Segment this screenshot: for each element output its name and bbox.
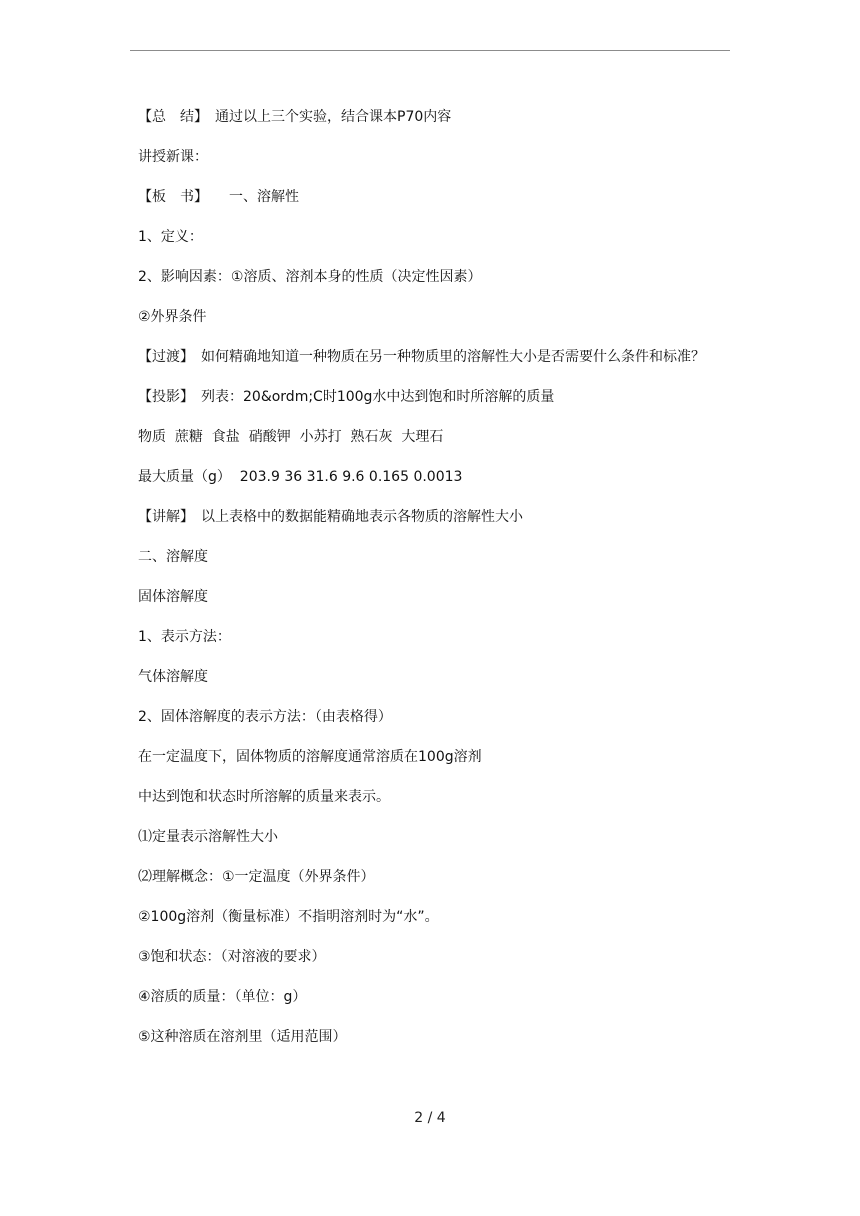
definition-line: 1、定义： xyxy=(138,229,203,245)
concept-line: ⑵理解概念：①一定温度（外界条件） xyxy=(138,869,375,885)
solid-solubility-line: 固体溶解度 xyxy=(138,589,208,605)
definition-sentence-part-1: 在一定温度下，固体物质的溶解度通常溶质在100g溶剂 xyxy=(138,749,482,765)
board-heading-line: 【板 书】 一、溶解性 xyxy=(138,189,299,205)
document-body xyxy=(138,106,732,1066)
explanation-line: 【讲解】 以上表格中的数据能精确地表示各物质的溶解性大小 xyxy=(138,509,523,525)
substances-row: 物质 蔗糖 食盐 硝酸钾 小苏打 熟石灰 大理石 xyxy=(138,429,444,445)
gas-solubility-line: 气体溶解度 xyxy=(138,669,208,685)
summary-line: 【总 结】 通过以上三个实验，结合课本P70内容 xyxy=(138,109,452,125)
transition-paragraph: 【过渡】 如何精确地知道一种物质在另一种物质里的溶解性大小是否需要什么条件和标准？ xyxy=(138,349,705,365)
external-conditions-line: ②外界条件 xyxy=(138,309,207,325)
representation-line: 1、表示方法： xyxy=(138,629,231,645)
solute-mass-line: ④溶质的质量：（单位：g） xyxy=(138,989,307,1005)
solvent-line: ②100g溶剂（衡量标准）不指明溶剂时为“水”。 xyxy=(138,909,439,925)
definition-sentence-part-2: 中达到饱和状态时所溶解的质量来表示。 xyxy=(138,789,390,805)
page-number: 2 / 4 xyxy=(414,1110,446,1126)
quantitative-line: ⑴定量表示溶解性大小 xyxy=(138,829,278,845)
solid-representation-line: 2、固体溶解度的表示方法：（由表格得） xyxy=(138,709,392,725)
new-lesson-line: 讲授新课： xyxy=(138,149,208,165)
projection-line: 【投影】 列表：20&ordm;C时100g水中达到饱和时所溶解的质量 xyxy=(138,389,555,405)
max-mass-row: 最大质量（g） 203.9 36 31.6 9.6 0.165 0.0013 xyxy=(138,469,463,485)
saturation-line: ③饱和状态：（对溶液的要求） xyxy=(138,949,326,965)
header-rule xyxy=(130,50,730,51)
factors-line: 2、影响因素：①溶质、溶剂本身的性质（决定性因素） xyxy=(138,269,482,285)
solubility-heading: 二、溶解度 xyxy=(138,549,208,565)
scope-line: ⑤这种溶质在溶剂里（适用范围） xyxy=(138,1029,347,1045)
